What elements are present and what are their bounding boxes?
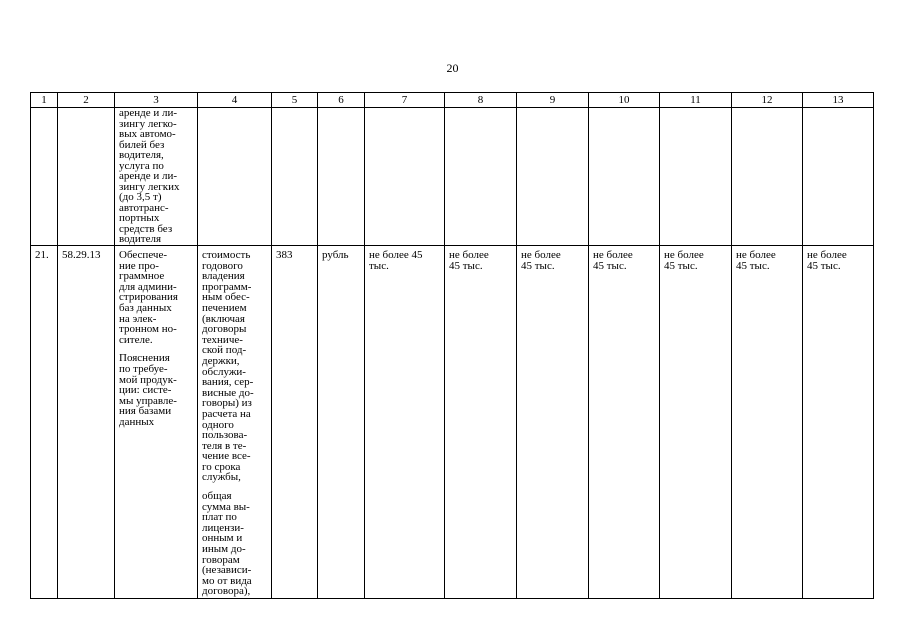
column-number: 7	[365, 93, 445, 108]
product-name	[115, 246, 198, 599]
value-cell	[365, 246, 445, 599]
column-number: 1	[31, 93, 58, 108]
product-name-text: Обеспече- ние про- граммное для админи- стрирования баз данных на элек- тронном но- сителе.	[119, 249, 178, 346]
column-number-row	[31, 93, 874, 108]
table-cell	[318, 108, 365, 246]
table-cell	[31, 108, 58, 246]
column-number: 8	[445, 93, 517, 108]
table-cell	[803, 108, 874, 246]
column-number: 10	[589, 93, 660, 108]
column-number: 12	[732, 93, 803, 108]
value-text: не более 45 тыс.	[593, 249, 633, 272]
table-cell	[58, 108, 115, 246]
column-number: 5	[272, 93, 318, 108]
product-note-text: Пояснения по требуе- мой продук- ции: систе- мы управле- ния базами данных	[119, 352, 177, 428]
requirements-table	[30, 92, 874, 599]
table-row-21	[31, 246, 874, 599]
value-text: не более 45 тыс.	[664, 249, 704, 272]
column-number: 4	[198, 93, 272, 108]
table-cell	[198, 108, 272, 246]
okpd2-code: 58.29.13	[58, 246, 115, 599]
value-cell	[732, 246, 803, 599]
table-cell	[732, 108, 803, 246]
product-name-continuation	[115, 108, 198, 246]
table-cell	[660, 108, 732, 246]
value-cell	[445, 246, 517, 599]
table-cell	[517, 108, 589, 246]
value-text: не более 45 тыс.	[807, 249, 847, 272]
value-cell	[803, 246, 874, 599]
column-number: 6	[318, 93, 365, 108]
characteristic-text-2: общая сумма вы- плат по лицензи- онным и иным до- говорам (независи- мо от вида договора),	[202, 490, 252, 598]
value-cell	[517, 246, 589, 599]
column-number: 13	[803, 93, 874, 108]
column-number: 9	[517, 93, 589, 108]
okei-code: 383	[272, 246, 318, 599]
value-text: не более 45 тыс.	[449, 249, 489, 272]
value-text: не более 45 тыс.	[736, 249, 776, 272]
table-row-continuation	[31, 108, 874, 246]
value-cell	[660, 246, 732, 599]
table-cell	[589, 108, 660, 246]
column-number: 2	[58, 93, 115, 108]
cell-text: аренде и ли- зингу легко- вых автомо- билей без водителя, услуга по аренде и ли- зингу легких (до 3,5 т) автотранс- портных средств без водителя	[119, 107, 180, 245]
column-number: 11	[660, 93, 732, 108]
unit-name: рубль	[318, 246, 365, 599]
characteristic-text-1: стоимость годового владения программ- ным обес- печением (включая договоры техниче- ской под- держки, обслужи- вания, сер- висные до- говоры) из расчета на одного пользова- теля в те- чение все- го срока службы,	[202, 249, 254, 484]
value-text: не более 45 тыс.	[521, 249, 561, 272]
table-cell	[365, 108, 445, 246]
page-number: 20	[446, 61, 459, 75]
column-number: 3	[115, 93, 198, 108]
row-number: 21.	[31, 246, 58, 599]
value-text: не более 45 тыс.	[369, 249, 423, 272]
value-cell	[589, 246, 660, 599]
table-cell	[272, 108, 318, 246]
table-cell	[445, 108, 517, 246]
characteristic-cell	[198, 246, 272, 599]
